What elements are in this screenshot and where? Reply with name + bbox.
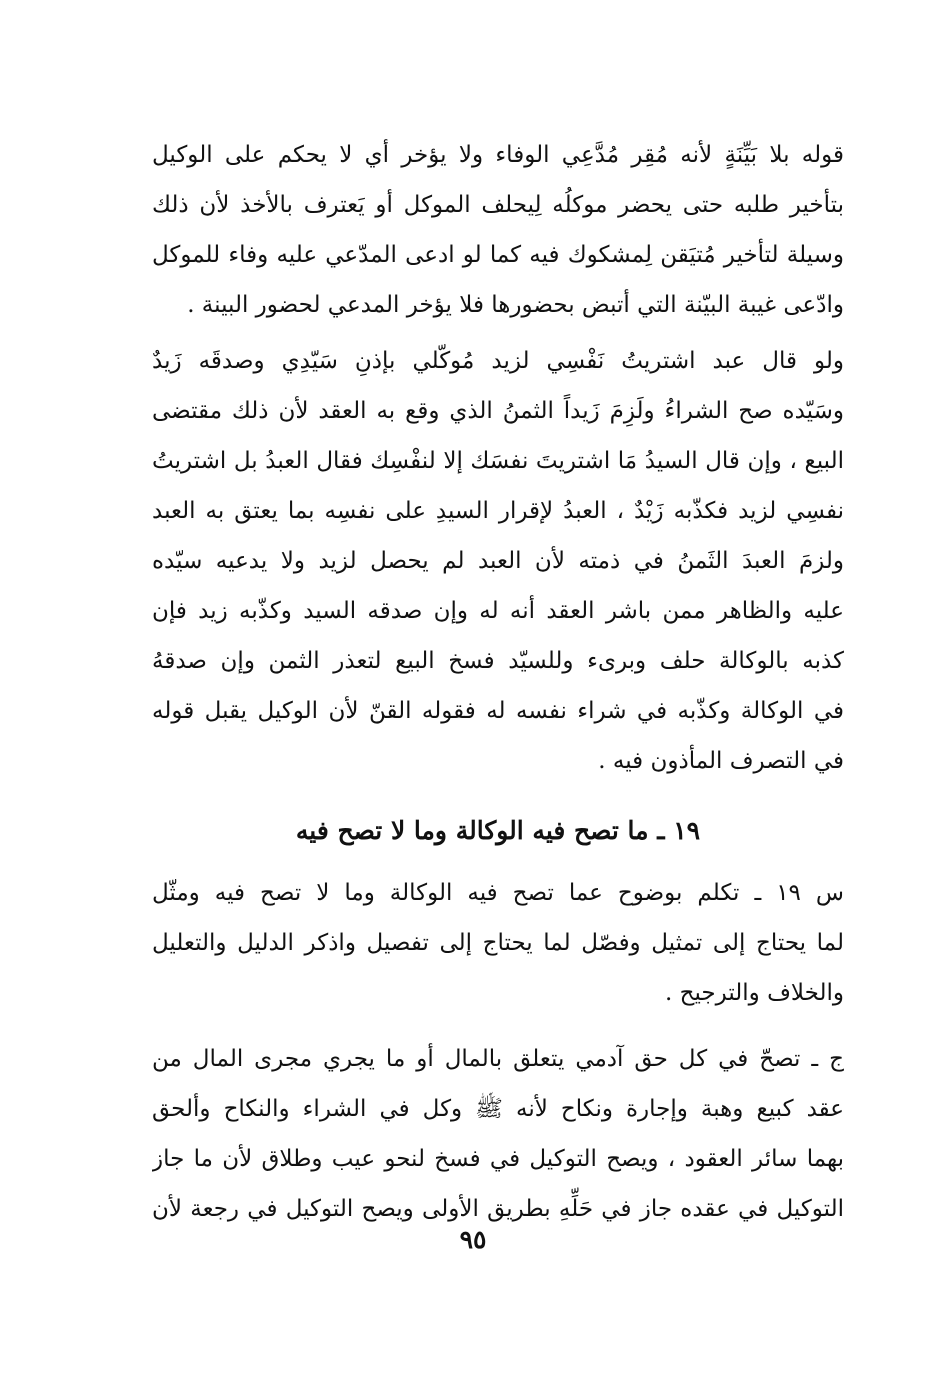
paragraph-1 [152, 130, 844, 330]
text-line: لما يحتاج إلى تمثيل وفصّل لما يحتاج إلى تفصيل واذكر الدليل والتعليل [152, 930, 844, 956]
text-line: س ١٩ ـ تكلم بوضوح عما تصح فيه الوكالة وما لا تصح فيه ومثّل [152, 880, 844, 906]
question-paragraph [152, 868, 844, 1018]
text-line: وادّعى غيبة البيّنة التي أتبض بحضورها فلا يؤخر المدعي لحضور البينة . [187, 292, 844, 318]
answer-paragraph [152, 1034, 844, 1234]
text-line: وسيلة لتأخير مُتيَقن لِمشكوك فيه كما لو ادعى المدّعي عليه وفاء للموكل [152, 242, 844, 268]
text-line: قوله بلا بَيِّنَةٍ لأنه مُقِر مُدَّعِي الوفاء ولا يؤخر أي لا يحكم على الوكيل [152, 142, 844, 168]
section-heading: ١٩ ـ ما تصح فيه الوكالة وما لا تصح فيه [295, 816, 701, 845]
text-line: بتأخير طلبه حتى يحضر موكلُه لِيحلف الموكل أو يَعترف بالأخذ لأن ذلك [152, 192, 844, 218]
text-line: وسَيّده صح الشراءُ ولَزِمَ زَيداً الثمنُ الذي وقع به العقد لأن ذلك مقتضى [152, 398, 844, 424]
paragraph-2 [152, 336, 844, 786]
text-line: التوكيل في عقده جاز في حَلِّهِ بطريق الأولى ويصح التوكيل في رجعة لأن [152, 1196, 844, 1222]
text-line: عليه والظاهر ممن باشر العقد أنه له وإن صدقه السيد وكذّبه زيد فإن [152, 598, 844, 624]
text-line: عقد كبيع وهبة وإجارة ونكاح لأنه ﷺ وكل في الشراء والنكاح وألحق [152, 1096, 844, 1122]
text-line: ولو قال عبد اشتريتُ نَفْسِي لزيد مُوكّلي بإذنِ سَيّدِي وصدقَه زَيدٌ [152, 348, 844, 374]
text-line: ولزمَ العبدَ الثَمنُ في ذمته لأن العبد لم يحصل لزيد ولا يدعيه سيّده [152, 548, 844, 574]
text-line: في التصرف المأذون فيه . [598, 748, 844, 774]
text-line: بهما سائر العقود ، ويصح التوكيل في فسخ لنحو عيب وطلاق لأن ما جاز [152, 1146, 844, 1172]
text-line: في الوكالة وكذّبه في شراء نفسه له فقوله القنّ لأن الوكيل يقبل قوله [152, 698, 844, 724]
text-line: والخلاف والترجيح . [665, 980, 844, 1006]
page-number: ٩٥ [459, 1225, 487, 1254]
text-line: ج ـ تصحّ في كل حق آدمي يتعلق بالمال أو ما يجري مجرى المال من [152, 1046, 844, 1072]
text-line: البيع ، وإن قال السيدُ مَا اشتريتَ نفسَك إلا لنفْسِك فقال العبدُ بل اشتريتُ [152, 448, 844, 474]
text-line: نفسِي لزيد فكذّبه زَيْدٌ ، العبدُ لإقرار السيدِ على نفسِه بما يعتق به العبد [152, 498, 844, 524]
text-line: كذبه بالوكالة حلف وبرىء وللسيّد فسخ البيع لتعذر الثمن وإن صدقهُ [152, 648, 844, 674]
